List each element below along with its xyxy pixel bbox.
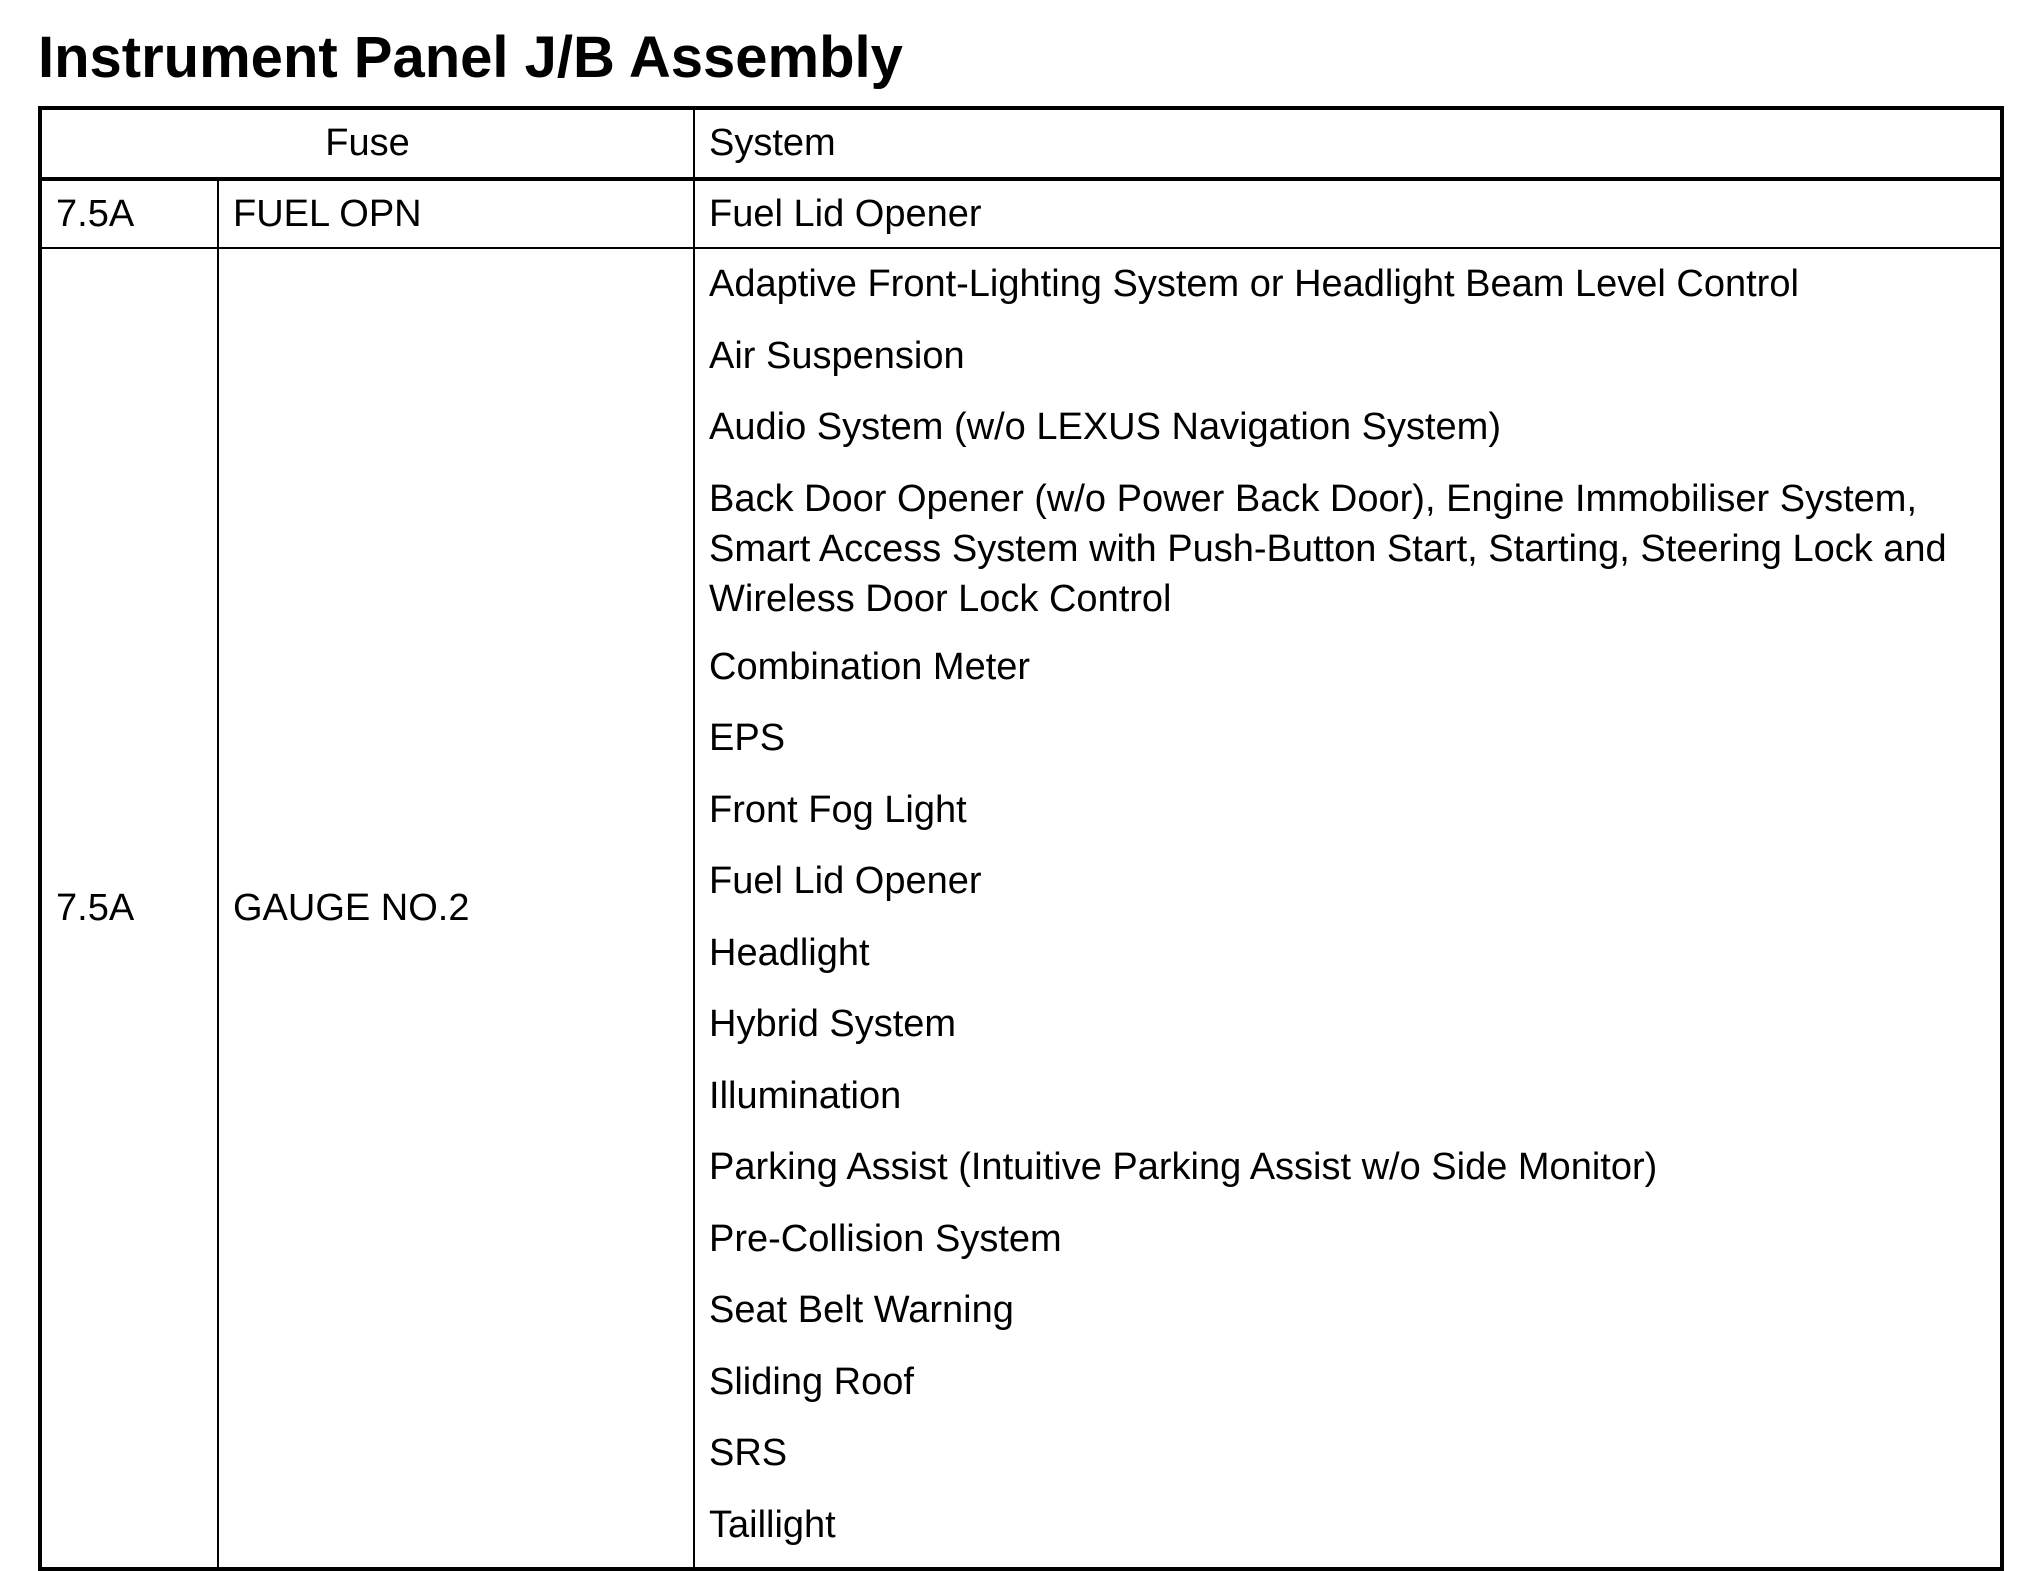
- table-header-row: [40, 108, 2002, 179]
- table-row: [40, 179, 2002, 248]
- system-item: Sliding Roof: [709, 1360, 914, 1403]
- header-system: System: [694, 108, 2002, 179]
- system-item: Adaptive Front-Lighting System or Headlight Beam Level Control: [709, 263, 1799, 305]
- system-item: Pre-Collision System: [709, 1217, 1062, 1260]
- system-item: SRS: [709, 1432, 788, 1474]
- system-item: Parking Assist (Intuitive Parking Assist w/o Side Monitor): [709, 1146, 1658, 1188]
- page-title: Instrument Panel J/B Assembly: [38, 25, 903, 90]
- fuse-name: GAUGE NO.2: [218, 248, 694, 1569]
- system-item: Air Suspension: [709, 334, 965, 377]
- system-item: Seat Belt Warning: [709, 1289, 1014, 1331]
- system-item: Headlight: [709, 931, 870, 974]
- fuse-amperage: 7.5A: [40, 179, 218, 248]
- fuse-table: [38, 106, 2004, 1571]
- fuse-name: FUEL OPN: [218, 179, 694, 248]
- system-list-cell: [694, 248, 2002, 1569]
- header-fuse: Fuse: [40, 108, 694, 179]
- system-item: Combination Meter: [709, 645, 1031, 688]
- system-item: EPS: [709, 717, 786, 759]
- system-item: Illumination: [709, 1074, 902, 1117]
- system-item: Hybrid System: [709, 1003, 957, 1045]
- fuse-amperage: 7.5A: [40, 248, 218, 1569]
- system-item: Fuel Lid Opener: [694, 179, 2002, 248]
- system-list: [709, 249, 1980, 1561]
- system-item: Audio System (w/o LEXUS Navigation System): [709, 406, 1501, 448]
- system-item: Fuel Lid Opener: [709, 860, 982, 902]
- system-item: Taillight: [709, 1503, 836, 1546]
- system-item: Front Fog Light: [709, 788, 967, 831]
- table-row: [40, 248, 2002, 1569]
- system-item: Back Door Opener (w/o Power Back Door), Engine Immobiliser System, Smart Access System with Push-Button Start, Starting, Steering Lock and Wireless Door Lock Control: [709, 477, 1947, 620]
